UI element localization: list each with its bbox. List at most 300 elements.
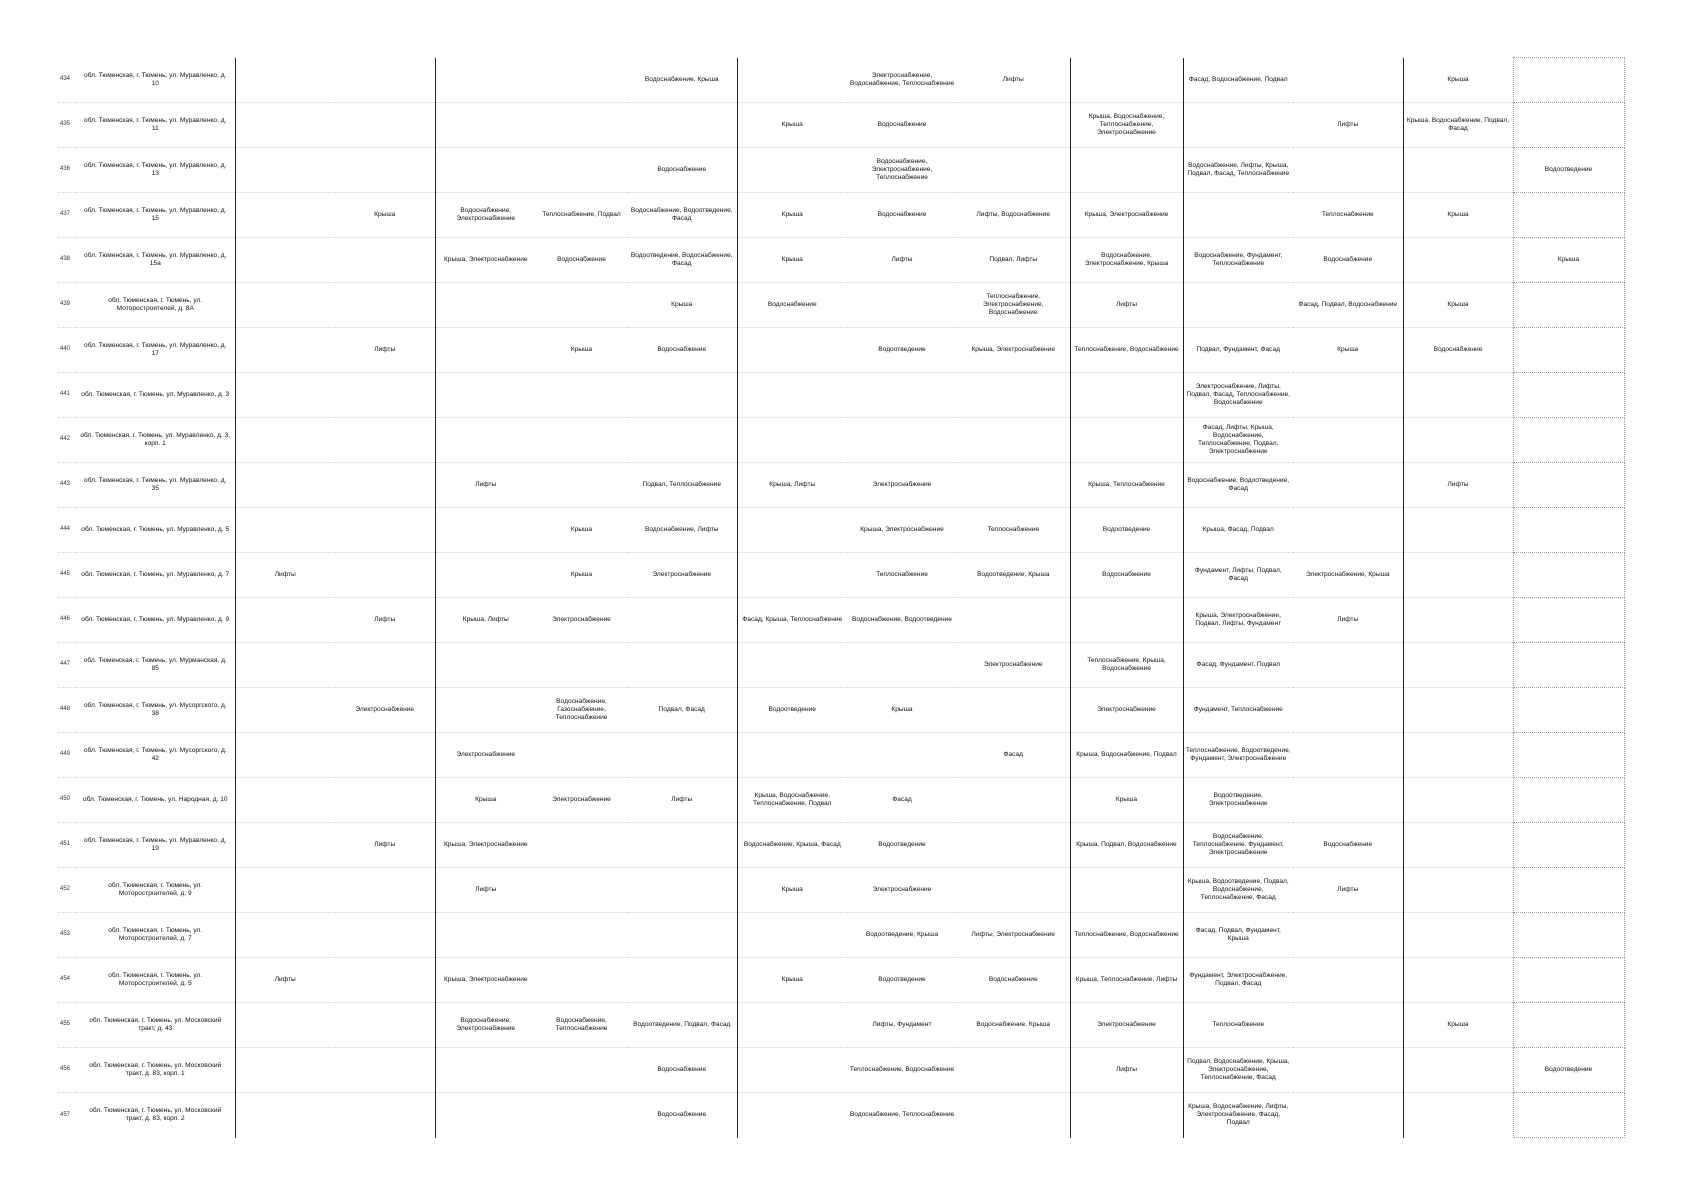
work-cell <box>957 103 1070 148</box>
work-cell: Водоснабжение <box>847 103 957 148</box>
work-cell: Лифты <box>627 778 737 823</box>
work-cell: Водоснабжение <box>627 328 737 373</box>
work-cell: Фасад, Подвал, Водоснабжение <box>1293 283 1403 328</box>
work-cell: Водоснабжение, Крыша, Фасад <box>737 823 847 868</box>
work-cell <box>536 913 627 958</box>
table-row <box>58 328 1624 373</box>
work-cell: Фундамент, Лифты, Подвал, Фасад <box>1183 553 1293 598</box>
work-cell <box>627 913 737 958</box>
work-cell <box>957 778 1070 823</box>
row-number-cell: 453 <box>58 913 76 958</box>
work-cell: Теплоснабжение, Водоснабжение <box>1070 913 1183 958</box>
work-cell: Водоснабжение, Теплоснабжение <box>536 1003 627 1048</box>
work-cell <box>1293 778 1403 823</box>
work-cell <box>536 463 627 508</box>
work-cell: Фасад, Лифты, Крыша, Водоснабжение, Теплоснабжение, Подвал, Электроснабжение <box>1183 418 1293 463</box>
work-cell: Водоснабжение <box>1070 553 1183 598</box>
work-cell <box>737 1048 847 1093</box>
work-cell <box>737 148 847 193</box>
work-cell: Водоотведение, Электроснабжение <box>1183 778 1293 823</box>
work-cell <box>235 193 335 238</box>
work-cell <box>1403 1048 1513 1093</box>
work-cell <box>1070 148 1183 193</box>
work-cell <box>957 463 1070 508</box>
work-cell: Теплоснабжение <box>957 508 1070 553</box>
work-cell: Крыша <box>1070 778 1183 823</box>
work-cell: Водоснабжение, Водоотведение <box>847 598 957 643</box>
work-cell: Крыша <box>1403 283 1513 328</box>
work-cell <box>435 58 536 103</box>
row-number-cell: 437 <box>58 193 76 238</box>
work-cell: Крыша, Теплоснабжение <box>1070 463 1183 508</box>
work-cell <box>1403 913 1513 958</box>
work-cell <box>1513 868 1624 913</box>
work-cell: Лифты <box>1403 463 1513 508</box>
work-cell <box>1293 913 1403 958</box>
work-cell: Крыша, Подвал, Водоснабжение <box>1070 823 1183 868</box>
work-cell <box>235 508 335 553</box>
work-cell: Электроснабжение <box>435 733 536 778</box>
work-cell: Водоотведение <box>1513 148 1624 193</box>
work-cell <box>435 553 536 598</box>
work-cell: Крыша <box>847 688 957 733</box>
work-cell <box>435 1093 536 1138</box>
work-cell: Водоотведение <box>847 328 957 373</box>
work-cell: Фундамент, Электроснабжение, Подвал, Фасад <box>1183 958 1293 1003</box>
table-row <box>58 373 1624 418</box>
work-cell: Теплоснабжение, Подвал <box>536 193 627 238</box>
work-cell: Электроснабжение <box>847 463 957 508</box>
work-cell: Водоотведение <box>737 688 847 733</box>
work-cell <box>536 148 627 193</box>
work-cell <box>235 463 335 508</box>
work-cell <box>1293 958 1403 1003</box>
work-cell: Водоснабжение <box>957 958 1070 1003</box>
table-row <box>58 598 1624 643</box>
work-cell <box>435 643 536 688</box>
work-cell <box>1513 373 1624 418</box>
work-cell <box>335 913 435 958</box>
row-number-cell: 434 <box>60 76 71 82</box>
row-number-cell: 447 <box>58 643 76 688</box>
work-cell: Крыша <box>737 193 847 238</box>
work-cell: Крыша <box>1403 1003 1513 1048</box>
address-cell: обл. Тюменская, г. Тюмень, ул. Муравленко, д. 7 <box>76 553 235 598</box>
work-cell: Водоснабжение, Лифты <box>627 508 737 553</box>
work-cell <box>335 778 435 823</box>
work-cell <box>1513 328 1624 373</box>
work-cell <box>1070 418 1183 463</box>
row-number-cell: 452 <box>58 868 76 913</box>
work-cell <box>957 418 1070 463</box>
address-cell: обл. Тюменская, г. Тюмень, ул. Московский тракт, д. 83, корп. 1 <box>76 1048 235 1093</box>
work-cell: Крыша, Лифты <box>737 463 847 508</box>
work-cell: Лифты <box>847 238 957 283</box>
row-number-cell: 439 <box>58 283 76 328</box>
work-cell: Лифты <box>1070 283 1183 328</box>
work-cell <box>435 373 536 418</box>
work-cell <box>335 58 435 103</box>
work-cell: Лифты <box>235 958 335 1003</box>
work-cell: Теплоснабжение, Водоснабжение <box>847 1048 957 1093</box>
row-number-cell: 440 <box>58 328 76 373</box>
address-cell: обл. Тюменская, г. Тюмень, ул. Мусоргского, д. 42 <box>76 733 235 778</box>
work-cell <box>1403 598 1513 643</box>
work-cell: Теплоснабжение, Водоотведение, Фундамент, Электроснабжение <box>1183 733 1293 778</box>
work-cell: Теплоснабжение, Электроснабжение, Водоснабжение <box>957 283 1070 328</box>
work-cell: Электроснабжение <box>1070 1003 1183 1048</box>
work-cell <box>1293 418 1403 463</box>
table-row <box>58 418 1624 463</box>
work-cell <box>1293 1003 1403 1048</box>
address-cell: обл. Тюменская, г. Тюмень, ул. Муравленко, д. 5 <box>76 508 235 553</box>
work-cell: Водоотведение <box>1070 508 1183 553</box>
work-cell <box>1293 508 1403 553</box>
table-row <box>58 1093 1624 1138</box>
table-row <box>58 193 1624 238</box>
work-cell <box>435 103 536 148</box>
table-row <box>58 1003 1624 1048</box>
work-cell <box>737 913 847 958</box>
work-cell <box>536 283 627 328</box>
work-cell <box>536 373 627 418</box>
work-cell: Теплоснабжение <box>847 553 957 598</box>
work-cell <box>1513 193 1624 238</box>
work-cell <box>1513 778 1624 823</box>
work-cell: Водоснабжение, Электроснабжение, Теплоснабжение <box>847 148 957 193</box>
work-cell <box>435 148 536 193</box>
work-cell: Крыша <box>1293 328 1403 373</box>
address-cell: обл. Тюменская, г. Тюмень, ул. Московский тракт, д. 83, корп. 2 <box>76 1093 235 1138</box>
work-cell: Лифты <box>335 823 435 868</box>
work-cell: Электроснабжение <box>335 688 435 733</box>
work-cell <box>957 688 1070 733</box>
work-cell <box>627 733 737 778</box>
work-cell: Фасад, Фундамент, Подвал <box>1183 643 1293 688</box>
work-cell <box>536 958 627 1003</box>
work-cell <box>1403 238 1513 283</box>
address-cell: обл. Тюменская, г. Тюмень, ул. Муравленко, д. 10 <box>76 58 235 103</box>
work-cell <box>1293 688 1403 733</box>
work-cell: Лифты <box>335 598 435 643</box>
work-cell <box>536 823 627 868</box>
work-cell <box>847 373 957 418</box>
row-number-cell: 451 <box>58 823 76 868</box>
row-number-cell: 457 <box>58 1093 76 1138</box>
work-cell: Лифты, Водоснабжение <box>957 193 1070 238</box>
work-cell <box>335 958 435 1003</box>
work-cell <box>1513 643 1624 688</box>
work-cell <box>335 733 435 778</box>
address-cell: обл. Тюменская, г. Тюмень, ул. Муравленко, д. 13 <box>76 148 235 193</box>
work-cell: Фундамент, Теплоснабжение <box>1183 688 1293 733</box>
work-cell <box>1183 283 1293 328</box>
work-cell <box>1293 643 1403 688</box>
work-cell <box>1403 733 1513 778</box>
work-cell: Водоснабжение, Теплоснабжение <box>847 1093 957 1138</box>
row-number-cell: 450 <box>58 778 76 823</box>
work-cell <box>957 1048 1070 1093</box>
work-cell <box>957 823 1070 868</box>
work-cell <box>847 283 957 328</box>
work-cell: Водоотведение, Крыша <box>957 553 1070 598</box>
work-cell: Водоснабжение <box>627 1048 737 1093</box>
work-cell: Электроснабжение <box>847 868 957 913</box>
work-cell <box>536 868 627 913</box>
work-cell <box>435 508 536 553</box>
address-cell: обл. Тюменская, г. Тюмень, ул. Моторостроителей, д. 7 <box>76 913 235 958</box>
work-cell <box>235 238 335 283</box>
work-cell <box>627 373 737 418</box>
table-row <box>58 103 1624 148</box>
work-cell <box>235 58 335 103</box>
work-cell <box>1513 508 1624 553</box>
work-cell <box>1403 643 1513 688</box>
address-cell: обл. Тюменская, г. Тюмень, ул. Муравленко, д. 11 <box>76 103 235 148</box>
address-cell: обл. Тюменская, г. Тюмень, ул. Муравленко, д. 15а <box>76 238 235 283</box>
work-cell: Крыша <box>627 283 737 328</box>
work-cell: Крыша <box>536 553 627 598</box>
work-cell <box>847 418 957 463</box>
work-cell: Водоснабжение <box>1403 328 1513 373</box>
work-cell <box>627 418 737 463</box>
address-cell: обл. Тюменская, г. Тюмень, ул. Мусоргского, д. 38 <box>76 688 235 733</box>
work-cell <box>737 1093 847 1138</box>
work-cell <box>1293 58 1403 103</box>
work-cell: Водоснабжение, Теплоснабжение, Фундамент, Электроснабжение <box>1183 823 1293 868</box>
work-cell <box>737 1003 847 1048</box>
address-cell: обл. Тюменская, г. Тюмень, ул. Моторостроителей, д. 5 <box>76 958 235 1003</box>
row-number-cell: 446 <box>58 598 76 643</box>
work-cell <box>335 643 435 688</box>
work-cell: Фасад <box>957 733 1070 778</box>
work-cell: Фасад <box>847 778 957 823</box>
work-cell <box>1403 958 1513 1003</box>
work-cell <box>235 373 335 418</box>
work-cell: Теплоснабжение <box>1293 193 1403 238</box>
table-row <box>58 778 1624 823</box>
work-cell <box>1403 373 1513 418</box>
work-cell: Крыша <box>737 103 847 148</box>
work-cell <box>235 328 335 373</box>
work-cell: Крыша, Электроснабжение <box>847 508 957 553</box>
work-cell <box>737 418 847 463</box>
work-cell <box>536 643 627 688</box>
work-cell <box>536 733 627 778</box>
work-cell: Водоснабжение <box>737 283 847 328</box>
work-cell: Водоснабжение <box>536 238 627 283</box>
work-cell <box>335 373 435 418</box>
work-cell <box>335 1093 435 1138</box>
address-cell: обл. Тюменская, г. Тюмень, ул. Мурманская, д. 85 <box>76 643 235 688</box>
work-cell: Электроснабжение, Водоснабжение, Теплоснабжение <box>849 71 955 87</box>
table-row <box>58 463 1624 508</box>
work-cell <box>1403 1093 1513 1138</box>
work-cell <box>957 1093 1070 1138</box>
work-cell <box>1513 598 1624 643</box>
work-cell <box>235 868 335 913</box>
table-row <box>58 913 1624 958</box>
work-cell: Водоснабжение <box>627 1093 737 1138</box>
work-cell: Крыша, Электроснабжение <box>435 958 536 1003</box>
work-cell: Подвал, Фундамент, Фасад <box>1183 328 1293 373</box>
work-cell <box>627 103 737 148</box>
work-cell: Лифты, Электроснабжение <box>957 913 1070 958</box>
work-cell <box>1513 103 1624 148</box>
work-cell <box>435 328 536 373</box>
work-cell: Крыша <box>536 508 627 553</box>
work-cell: Водоснабжение, Фундамент, Теплоснабжение <box>1183 238 1293 283</box>
work-cell <box>627 598 737 643</box>
work-cell <box>335 418 435 463</box>
work-cell: Лифты <box>1293 598 1403 643</box>
work-cell <box>957 868 1070 913</box>
work-cell <box>235 1003 335 1048</box>
work-cell <box>1403 418 1513 463</box>
work-cell <box>1293 148 1403 193</box>
work-cell <box>1070 868 1183 913</box>
work-cell: Лифты <box>1293 868 1403 913</box>
work-cell <box>435 418 536 463</box>
work-cell <box>536 418 627 463</box>
work-cell: Крыша <box>737 958 847 1003</box>
work-cell: Лифты <box>1293 103 1403 148</box>
work-cell <box>235 598 335 643</box>
work-cell: Электроснабжение <box>536 598 627 643</box>
work-cell: Крыша, Водоотведение, Подвал, Водоснабжение, Теплоснабжение, Фасад <box>1183 868 1293 913</box>
work-cell <box>335 868 435 913</box>
work-cell <box>737 553 847 598</box>
table-row <box>58 148 1624 193</box>
table-row <box>58 688 1624 733</box>
work-cell: Водоснабжение, Электроснабжение, Крыша <box>1070 238 1183 283</box>
work-cell: Лифты <box>335 328 435 373</box>
address-cell: обл. Тюменская, г. Тюмень, ул. Муравленко, д. 9 <box>76 598 235 643</box>
work-cell: Крыша <box>1447 75 1469 83</box>
work-cell: Электроснабжение, Лифты, Подвал, Фасад, Теплоснабжение, Водоснабжение <box>1183 373 1293 418</box>
work-cell: Фасад, Подвал, Фундамент, Крыша <box>1183 913 1293 958</box>
work-cell: Подвал, Фасад <box>627 688 737 733</box>
work-cell: Водоснабжение <box>1293 823 1403 868</box>
work-cell <box>737 373 847 418</box>
work-cell <box>1070 58 1183 103</box>
work-cell: Теплоснабжение <box>1183 1003 1293 1048</box>
work-cell: Водоснабжение, Электроснабжение <box>435 193 536 238</box>
work-cell <box>335 463 435 508</box>
work-cell <box>737 643 847 688</box>
work-cell: Водоотведение, Подвал, Фасад <box>627 1003 737 1048</box>
address-cell: обл. Тюменская, г. Тюмень, ул. Муравленко, д. 35 <box>76 463 235 508</box>
work-cell <box>235 688 335 733</box>
work-cell: Лифты <box>235 553 335 598</box>
work-cell: Водоснабжение, Крыша <box>957 1003 1070 1048</box>
work-cell <box>435 283 536 328</box>
work-cell <box>1403 688 1513 733</box>
work-cell <box>627 868 737 913</box>
work-cell: Крыша, Теплоснабжение, Лифты <box>1070 958 1183 1003</box>
work-cell <box>1070 1093 1183 1138</box>
work-cell: Электроснабжение <box>1070 688 1183 733</box>
work-cell: Водоснабжение <box>627 148 737 193</box>
work-cell: Крыша, Лифты <box>435 598 536 643</box>
work-cell <box>1513 913 1624 958</box>
work-cell <box>235 1093 335 1138</box>
work-cell <box>335 283 435 328</box>
row-number-cell: 443 <box>58 463 76 508</box>
work-cell <box>737 733 847 778</box>
work-cell <box>1070 598 1183 643</box>
work-cell <box>1513 733 1624 778</box>
work-cell: Водоотведение <box>847 958 957 1003</box>
work-cell: Водоотведение <box>1513 1048 1624 1093</box>
work-cell: Крыша <box>435 778 536 823</box>
work-cell <box>737 508 847 553</box>
work-cell: Электроснабжение <box>957 643 1070 688</box>
work-cell: Фасад, Крыша, Теплоснабжение <box>737 598 847 643</box>
work-cell <box>1513 688 1624 733</box>
work-cell: Водоотведение <box>847 823 957 868</box>
work-cell: Крыша, Электроснабжение <box>435 238 536 283</box>
work-cell: Водоснабжение, Водоотведение, Фасад <box>627 193 737 238</box>
work-cell <box>536 1048 627 1093</box>
work-cell <box>335 238 435 283</box>
work-cell <box>235 1048 335 1093</box>
work-cell <box>1403 553 1513 598</box>
work-cell <box>1293 733 1403 778</box>
address-cell: обл. Тюменская, г. Тюмень, ул. Народная, д. 10 <box>76 778 235 823</box>
work-cell: Крыша, Фасад, Подвал <box>1183 508 1293 553</box>
work-cell: Лифты, Фундамент <box>847 1003 957 1048</box>
table-row <box>58 553 1624 598</box>
address-cell: обл. Тюменская, г. Тюмень, ул. Муравленко, д. 3, корп. 1 <box>76 418 235 463</box>
table-row <box>58 238 1624 283</box>
work-cell: Крыша <box>737 238 847 283</box>
row-number-cell: 435 <box>58 103 76 148</box>
work-cell: Лифты <box>957 58 1070 103</box>
work-cell <box>235 643 335 688</box>
work-cell: Крыша, Электроснабжение <box>435 823 536 868</box>
work-cell <box>335 1003 435 1048</box>
address-cell: обл. Тюменская, г. Тюмень, ул. Муравленко, д. 3 <box>76 373 235 418</box>
row-number-cell: 456 <box>58 1048 76 1093</box>
work-cell <box>957 148 1070 193</box>
row-number-cell: 448 <box>58 688 76 733</box>
work-cell <box>737 58 847 103</box>
work-cell <box>1293 1048 1403 1093</box>
work-cell <box>1513 1003 1624 1048</box>
address-cell: обл. Тюменская, г. Тюмень, ул. Муравленко, д. 17 <box>76 328 235 373</box>
work-cell <box>627 823 737 868</box>
table-row <box>58 733 1624 778</box>
row-number-cell: 441 <box>58 373 76 418</box>
work-cell <box>1513 418 1624 463</box>
work-cell <box>335 508 435 553</box>
work-cell <box>847 643 957 688</box>
work-cell <box>1183 103 1293 148</box>
work-cell <box>1070 373 1183 418</box>
work-cell <box>1513 553 1624 598</box>
work-cell <box>1293 373 1403 418</box>
table-row <box>58 868 1624 913</box>
work-cell <box>1403 823 1513 868</box>
work-cell <box>235 148 335 193</box>
work-cell <box>1513 823 1624 868</box>
table-body <box>58 58 1624 1138</box>
table-row <box>58 1048 1624 1093</box>
work-cell: Водоотведение, Водоснабжение, Фасад <box>627 238 737 283</box>
work-cell: Крыша, Водоснабжение, Теплоснабжение, Подвал <box>737 778 847 823</box>
work-cell <box>235 103 335 148</box>
